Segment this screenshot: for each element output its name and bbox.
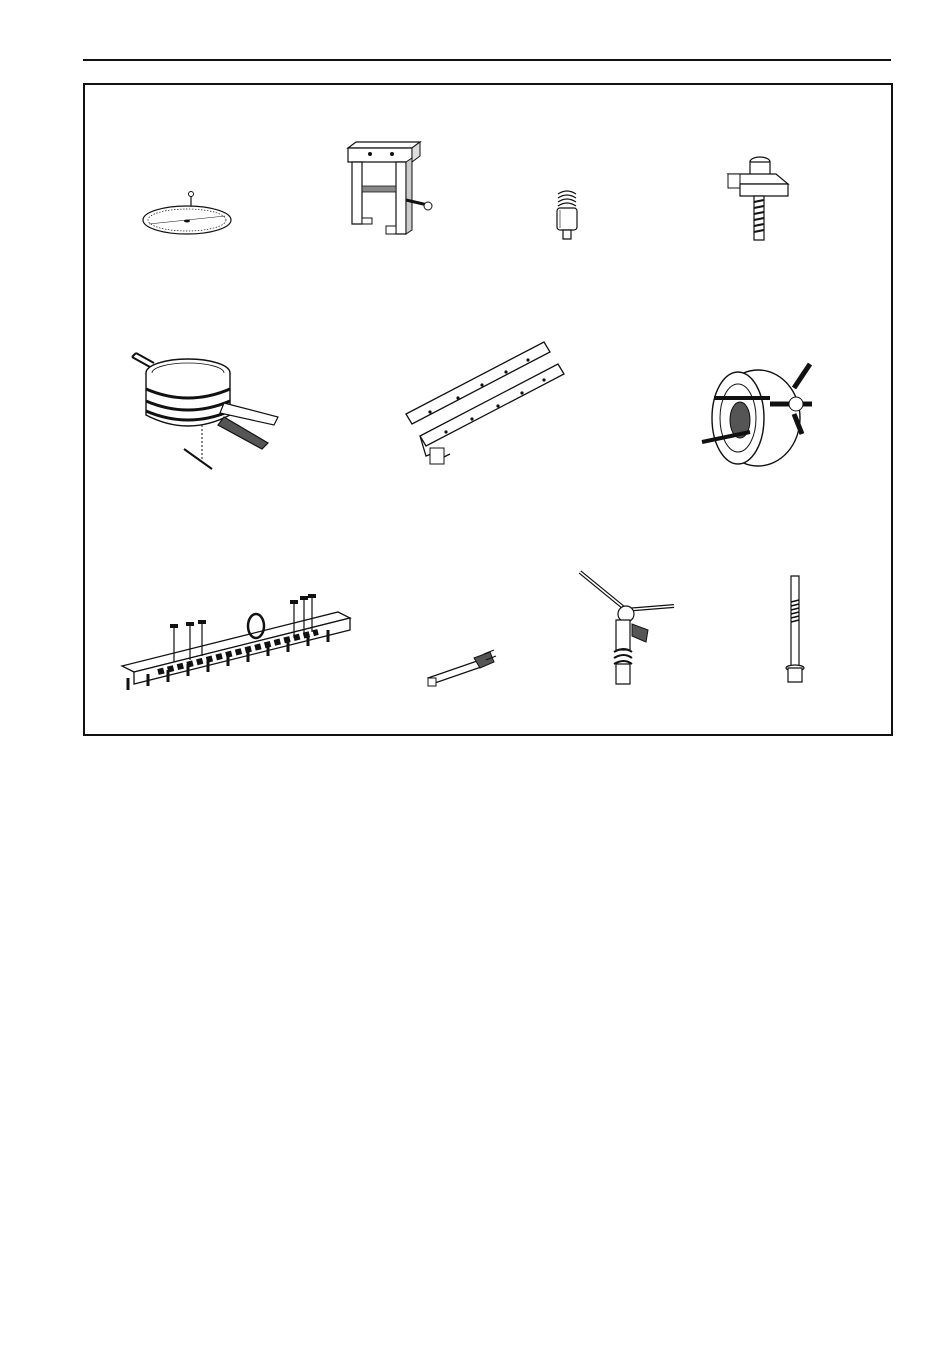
- flywheel-holder-icon: [700, 358, 830, 470]
- support-bars-icon: [402, 332, 577, 474]
- small-wrench-icon: [424, 648, 499, 690]
- valve-spring-tool-icon: [574, 566, 684, 690]
- dial-plate-icon: [135, 190, 245, 245]
- drift-pin-icon: [780, 572, 810, 690]
- bearing-puller-frame-icon: [340, 140, 440, 245]
- camshaft-holder-rail-icon: [118, 590, 358, 695]
- spring-adapter-icon: [550, 188, 584, 243]
- screw-press-block-icon: [722, 152, 802, 244]
- piston-ring-compressor-icon: [128, 345, 288, 475]
- header-rule: [83, 59, 891, 61]
